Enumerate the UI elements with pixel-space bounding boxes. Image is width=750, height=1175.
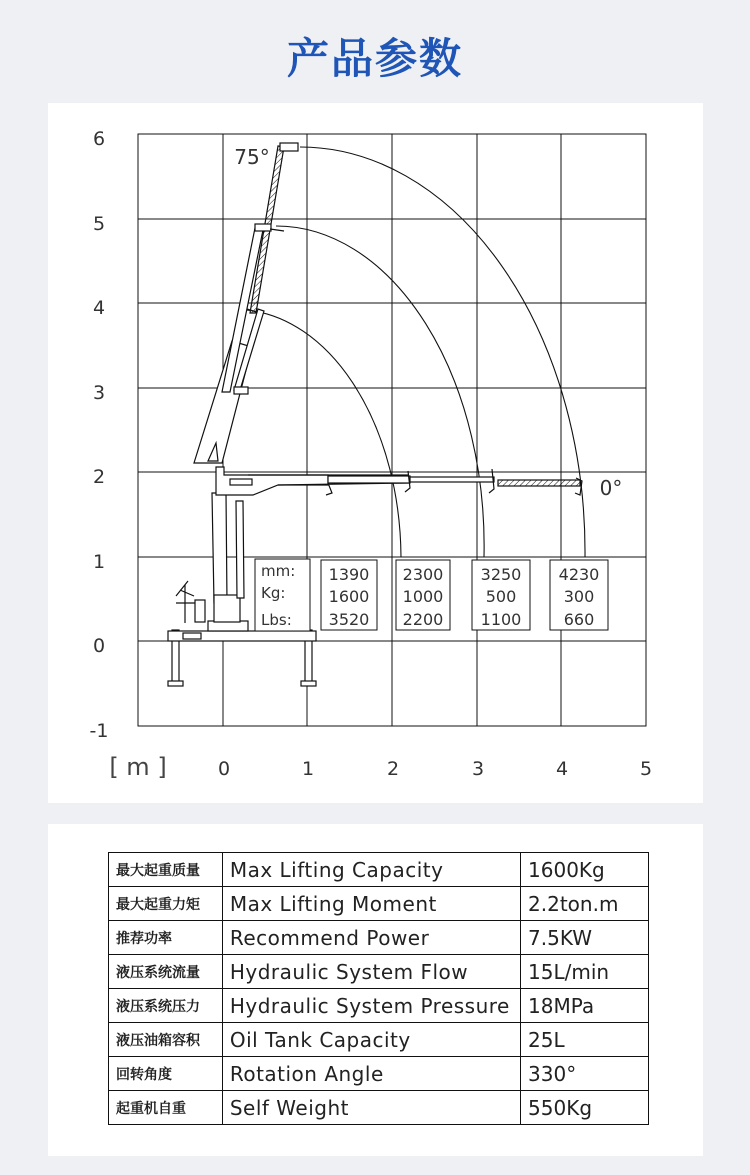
table-row [109, 921, 649, 955]
y-tick: 6 [92, 128, 106, 150]
load-table [255, 559, 608, 631]
spec-en: Hydraulic System Pressure [222, 989, 520, 1023]
spec-value: 15L/min [521, 955, 649, 989]
spec-table [108, 852, 649, 1125]
angle-min-label: 0° [599, 476, 623, 500]
page-title: 产品参数 [286, 34, 463, 83]
extension-3 [498, 480, 580, 486]
crane-diagram-panel [48, 103, 703, 803]
tip-detail-2 [270, 229, 284, 231]
joint-1 [234, 387, 248, 394]
spec-cn: 最大起重力矩 [109, 887, 223, 921]
boom-tip [280, 143, 298, 151]
y-tick: 0 [92, 635, 106, 657]
y-axis-ticks [90, 128, 109, 742]
load-value: 3520 [328, 610, 370, 629]
spec-en: Hydraulic System Flow [222, 955, 520, 989]
unit-label: [ m ] [109, 753, 167, 781]
table-row [109, 989, 649, 1023]
reach-arc-1 [246, 310, 401, 557]
y-tick: 4 [92, 297, 106, 319]
column [212, 493, 227, 603]
x-tick: 0 [217, 758, 231, 780]
spec-cn: 最大起重质量 [109, 853, 223, 887]
load-value: 300 [563, 587, 595, 606]
load-value: 4230 [558, 565, 600, 584]
x-tick: 3 [471, 758, 485, 780]
table-row [109, 887, 649, 921]
spec-value: 330° [521, 1057, 649, 1091]
extension-1 [328, 476, 410, 483]
load-value: 500 [485, 587, 517, 606]
load-row-label: mm: [261, 562, 296, 580]
y-tick: 5 [92, 213, 106, 235]
spec-value: 2.2ton.m [521, 887, 649, 921]
table-row [109, 1057, 649, 1091]
table-row [109, 1091, 649, 1125]
reach-arcs [246, 147, 585, 557]
spec-en: Max Lifting Capacity [222, 853, 520, 887]
base-detail [183, 633, 201, 639]
control-handle [195, 600, 205, 622]
lift-cylinder [236, 501, 244, 598]
y-tick: 3 [92, 382, 106, 404]
spec-en: Recommend Power [222, 921, 520, 955]
load-value: 3250 [480, 565, 522, 584]
load-value: 1100 [480, 610, 522, 629]
angle-max-label: 75° [234, 145, 270, 169]
load-value: 2300 [402, 565, 444, 584]
load-row-label: Lbs: [261, 611, 292, 629]
x-tick: 4 [555, 758, 569, 780]
joint-2 [255, 224, 271, 231]
table-row [109, 955, 649, 989]
reach-arc-3 [300, 147, 585, 557]
y-tick: -1 [89, 720, 109, 742]
spec-en: Rotation Angle [222, 1057, 520, 1091]
load-row-label: Kg: [261, 584, 286, 602]
load-value: 1390 [328, 565, 370, 584]
crane-load-diagram [48, 103, 703, 803]
extension-2 [410, 477, 494, 482]
spec-cn: 液压油箱容积 [109, 1023, 223, 1057]
spec-cn: 液压系统压力 [109, 989, 223, 1023]
load-value: 1600 [328, 587, 370, 606]
spec-value: 550Kg [521, 1091, 649, 1125]
x-tick: 1 [301, 758, 315, 780]
spec-cn: 推荐功率 [109, 921, 223, 955]
spec-panel [48, 824, 703, 1156]
x-axis-ticks [218, 758, 652, 780]
x-tick: 5 [639, 758, 653, 780]
spec-value: 7.5KW [521, 921, 649, 955]
y-tick: 1 [92, 551, 106, 573]
right-foot [301, 681, 316, 686]
spec-cn: 起重机自重 [109, 1091, 223, 1125]
spec-en: Self Weight [222, 1091, 520, 1125]
slewing-ring [214, 595, 240, 622]
x-tick: 2 [386, 758, 400, 780]
load-value: 660 [563, 610, 595, 629]
load-value: 2200 [402, 610, 444, 629]
spec-value: 1600Kg [521, 853, 649, 887]
table-row [109, 853, 649, 887]
y-tick: 2 [92, 466, 106, 488]
table-row [109, 1023, 649, 1057]
spec-value: 25L [521, 1023, 649, 1057]
load-value: 1000 [402, 587, 444, 606]
spec-value: 18MPa [521, 989, 649, 1023]
spec-en: Max Lifting Moment [222, 887, 520, 921]
spec-cn: 回转角度 [109, 1057, 223, 1091]
spec-en: Oil Tank Capacity [222, 1023, 520, 1057]
left-foot [168, 681, 183, 686]
boom-pin-plate [230, 479, 252, 485]
spec-cn: 液压系统流量 [109, 955, 223, 989]
